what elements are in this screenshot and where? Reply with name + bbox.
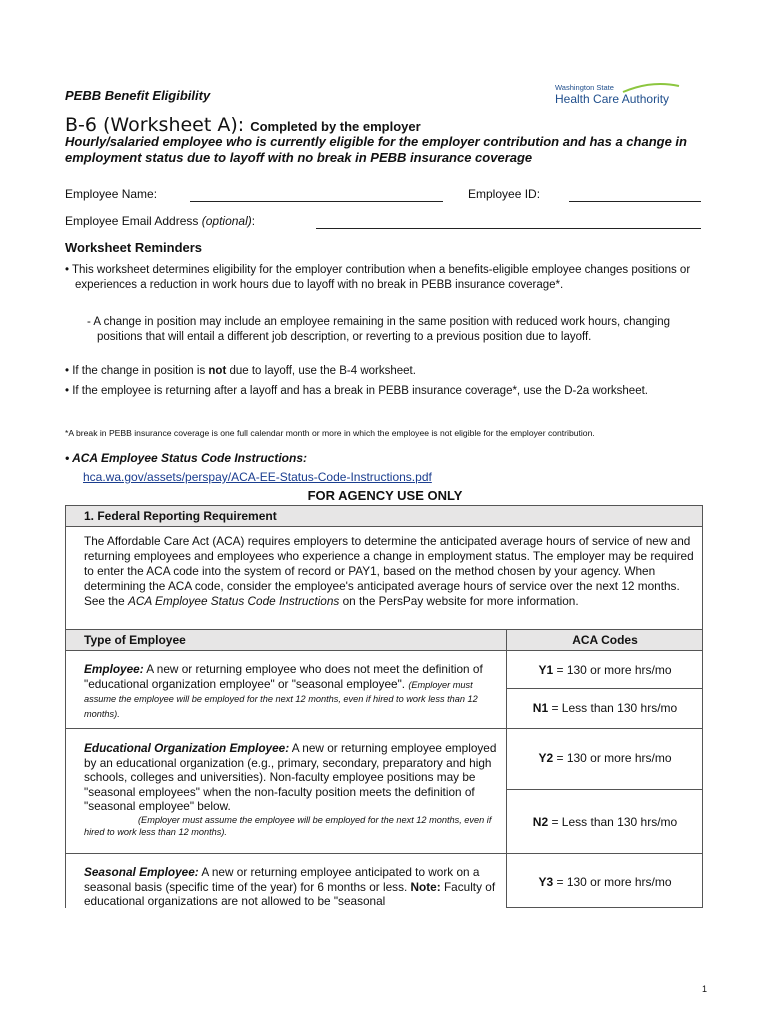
page-number: 1 bbox=[702, 984, 708, 994]
col-type-of-employee: Type of Employee bbox=[84, 633, 186, 647]
employee-id-line[interactable] bbox=[569, 201, 701, 202]
aca-code-n1: N1 = Less than 130 hrs/mo bbox=[532, 701, 678, 715]
employee-email-label: Employee Email Address (optional): bbox=[65, 214, 256, 228]
code-divider-1 bbox=[506, 688, 702, 689]
aca-code-y2: Y2 = 130 or more hrs/mo bbox=[538, 751, 672, 765]
federal-reporting-table bbox=[65, 505, 703, 908]
section1-heading-row bbox=[66, 506, 702, 527]
seasonal-employee-row: Seasonal Employee: A new or returning employee anticipated to work on a seasonal basis (specific time of the year) for 6 months or less. Note: Faculty of educational organizations are not allowed to be "seasonal bbox=[84, 865, 496, 908]
code-divider-2 bbox=[506, 789, 702, 790]
aca-code-n2: N2 = Less than 130 hrs/mo bbox=[532, 815, 678, 829]
employee-id-label: Employee ID: bbox=[468, 187, 541, 201]
aca-code-y3: Y3 = 130 or more hrs/mo bbox=[538, 875, 672, 889]
logo-state-text: Washington State bbox=[555, 83, 614, 92]
footnote: *A break in PEBB insurance coverage is one full calendar month or more in which the employee is not eligible for the employer contribution. bbox=[65, 428, 595, 438]
hca-logo bbox=[555, 84, 690, 110]
section1-heading: 1. Federal Reporting Requirement bbox=[84, 509, 277, 523]
aca-code-y1: Y1 = 130 or more hrs/mo bbox=[538, 663, 672, 677]
employee-name-line[interactable] bbox=[190, 201, 443, 202]
logo-agency-text: Health Care Authority bbox=[555, 92, 670, 106]
col-aca-codes: ACA Codes bbox=[572, 633, 638, 647]
reminder-bullet-3: • If the employee is returning after a layoff and has a break in PEBB insurance coverage*, use the D-2a worksheet. bbox=[65, 385, 648, 397]
row-divider-2 bbox=[66, 853, 702, 854]
aca-instructions-link[interactable]: hca.wa.gov/assets/perspay/ACA-EE-Status-Code-Instructions.pdf bbox=[83, 470, 432, 484]
employee-email-line[interactable] bbox=[316, 228, 701, 229]
section1-paragraph: The Affordable Care Act (ACA) requires employers to determine the anticipated average hours of service of new and returning employees and employees who experience a change in employment status. The employer may be required to enter the ACA code into the system of record or PAY1, based on the method chosen by your agency. When determining the ACA code, consider the employee's anticipated average hours of service over the next 12 months. See the ACA Employee Status Code Instructions on the PersPay website for more information. bbox=[84, 534, 694, 608]
agency-use-heading: FOR AGENCY USE ONLY bbox=[307, 488, 463, 503]
logo-swoosh-icon bbox=[621, 82, 681, 94]
reminder-bullet-2: • If the change in position is not due to layoff, use the B-4 worksheet. bbox=[65, 365, 416, 377]
header-title: PEBB Benefit Eligibility bbox=[65, 88, 211, 103]
educational-employee-row: Educational Organization Employee: A new or returning employee employed by an educational organization (e.g., primary, secondary, preparatory and high schools, colleges and universities). Non-faculty employee positions may be "seasonal employees" when the non-faculty position meets the definition of "seasonal employee" below. (Employer must assume the employee will be employed for the next 12 months, even if hired to work less than 12 months). bbox=[84, 741, 497, 837]
reminders-heading: Worksheet Reminders bbox=[65, 240, 203, 255]
employee-name-label: Employee Name: bbox=[65, 187, 158, 201]
worksheet-title: B-6 (Worksheet A): Completed by the employer bbox=[65, 114, 421, 136]
aca-instructions-label: • ACA Employee Status Code Instructions: bbox=[65, 451, 308, 465]
row-divider-1 bbox=[66, 728, 702, 729]
employee-type-row: Employee: A new or returning employee who does not meet the definition of "educational organization employee" or "seasonal employee". (Employer must assume the employee will be employed for the next 12 months, even if hired to work less than 12 months). bbox=[84, 662, 483, 719]
column-header-row bbox=[66, 629, 702, 651]
reminder-bullet-1: • This worksheet determines eligibility for the employer contribution when a benefits-eligible employee changes positions or experiences a reduction in work hours due to layoff with no break in PEBB insurance coverage*. bbox=[65, 264, 691, 291]
code-divider-3 bbox=[506, 907, 702, 908]
column-divider bbox=[506, 629, 507, 908]
reminder-sub-bullet: - A change in position may include an employee remaining in the same position with reduced work hours, changing positions that will entail a different job description, or reverting to a previous position due to layoff. bbox=[87, 316, 671, 343]
worksheet-description: Hourly/salaried employee who is currently eligible for the employer contribution and has a change in employment status due to layoff with no break in PEBB insurance coverage bbox=[65, 134, 687, 165]
